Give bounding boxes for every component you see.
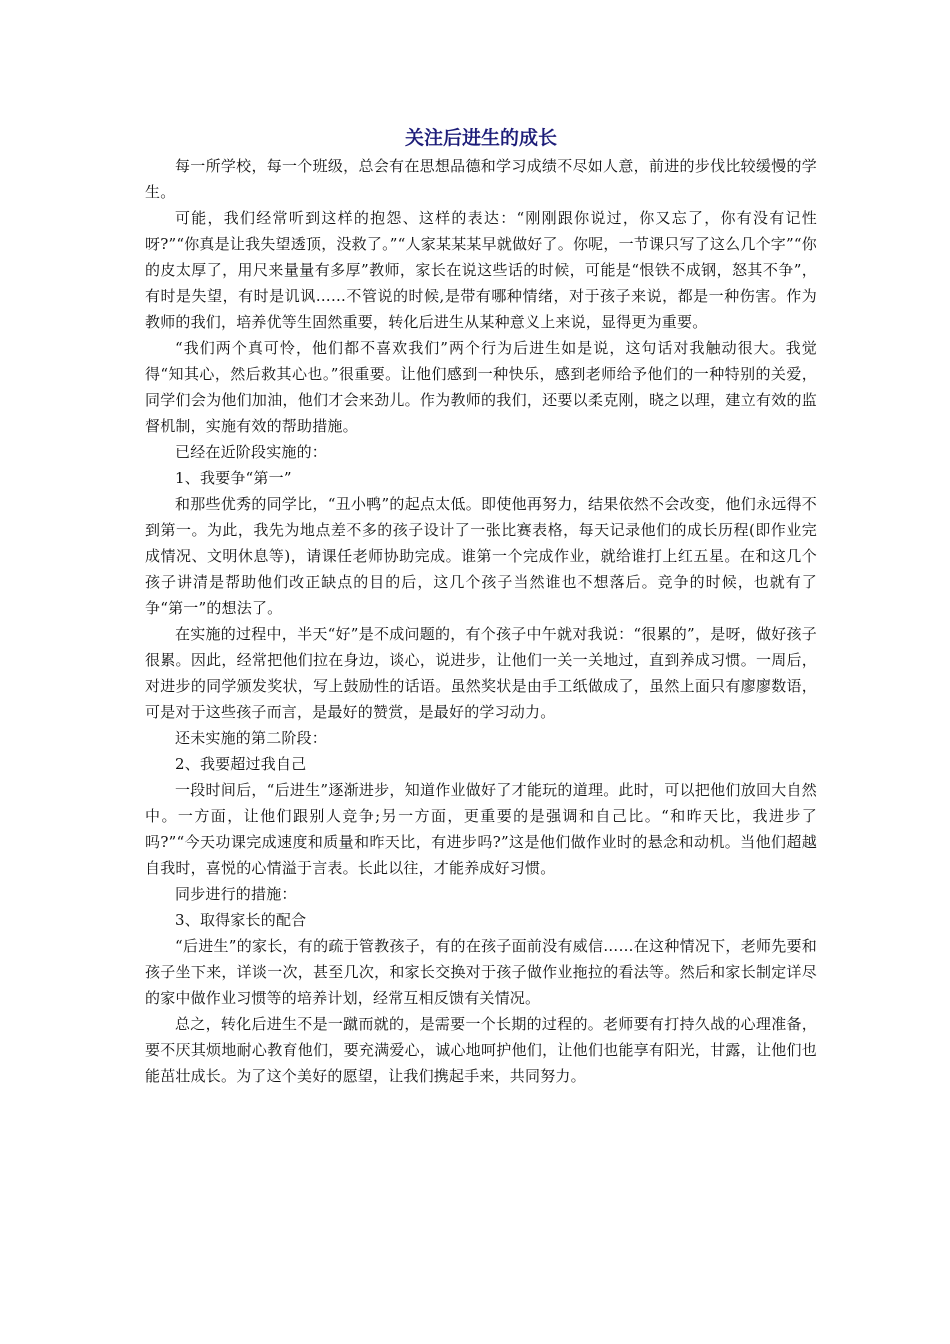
paragraph-measure-three-body: “后进生”的家长，有的疏于管教孩子，有的在孩子面前没有威信……在这种情况下，老师先要和孩子坐下来，详谈一次，甚至几次，和家长交换对于孩子做作业拖拉的看法等。然后和家长制定详尽的家中做作业习惯等的培养计划，经常互相反馈有关情况。 (145, 937, 817, 1007)
paragraph-measure-three-title: 3、取得家长的配合 (175, 911, 307, 929)
paragraph-intro: 每一所学校，每一个班级，总会有在思想品德和学习成绩不尽如人意，前进的步伐比较缓慢的学生。 (145, 157, 817, 201)
paragraph-reflection: “我们两个真可怜，他们都不喜欢我们”两个行为后进生如是说，这句话对我触动很大。我觉得“知其心，然后救其心也。”很重要。让他们感到一种快乐，感到老师给予他们的一种特别的关爱，同学们会为他们加油，他们才会来劲儿。作为教师的我们，还要以柔克刚，晓之以理，建立有效的监督机制，实施有效的帮助措施。 (145, 339, 817, 435)
paragraph-stage-two-heading: 还未实施的第二阶段： (175, 729, 328, 747)
document-title: 关注后进生的成长 (404, 127, 557, 149)
paragraph-stage-one-heading: 已经在近阶段实施的： (175, 443, 328, 461)
paragraph-measure-two-title: 2、我要超过我自己 (175, 755, 307, 773)
paragraph-measure-one-process: 在实施的过程中，半天“好”是不成问题的，有个孩子中午就对我说：“很累的”，是呀，做好孩子很累。因此，经常把他们拉在身边，谈心，说进步，让他们一关一关地过，直到养成习惯。一周后，对进步的同学颁发奖状，写上鼓励性的话语。虽然奖状是由手工纸做成了，虽然上面只有廖廖数语，可是对于这些孩子而言，是最好的赞赏，是最好的学习动力。 (145, 625, 817, 721)
paragraph-measure-one-body: 和那些优秀的同学比，“丑小鸭”的起点太低。即使他再努力，结果依然不会改变，他们永远得不到第一。为此，我先为地点差不多的孩子设计了一张比赛表格，每天记录他们的成长历程(即作业完成情况、文明休息等)，请课任老师协助完成。谁第一个完成作业，就给谁打上红五星。在和这几个孩子讲清是帮助他们改正缺点的目的后，这几个孩子当然谁也不想落后。竞争的时候，也就有了争“第一”的想法了。 (145, 495, 817, 617)
document-body (145, 123, 817, 1089)
paragraph-complaints: 可能，我们经常听到这样的抱怨、这样的表达：“刚刚跟你说过，你又忘了，你有没有记性呀?”“你真是让我失望透顶，没救了。”“人家某某某早就做好了。你呢，一节课只写了这么几个字”“你的皮太厚了，用尺来量量有多厚”教师，家长在说这些话的时候，可能是“恨铁不成钢，怒其不争”，有时是失望，有时是讥讽……不管说的时候,是带有哪种情绪，对于孩子来说，都是一种伤害。作为教师的我们，培养优等生固然重要，转化后进生从某种意义上来说，显得更为重要。 (145, 209, 817, 331)
paragraph-measure-one-title: 1、我要争“第一” (175, 469, 292, 487)
paragraph-conclusion: 总之，转化后进生不是一蹴而就的，是需要一个长期的过程的。老师要有打持久战的心理准备，要不厌其烦地耐心教育他们，要充满爱心，诚心地呵护他们，让他们也能享有阳光，甘露，让他们也能茁壮成长。为了这个美好的愿望，让我们携起手来，共同努力。 (145, 1015, 817, 1085)
paragraph-parallel-heading: 同步进行的措施： (175, 885, 297, 903)
paragraph-measure-two-body: 一段时间后，“后进生”逐渐进步，知道作业做好了才能玩的道理。此时，可以把他们放回大自然中。一方面，让他们跟别人竞争;另一方面，更重要的是强调和自己比。“和昨天比，我进步了吗?”“今天功课完成速度和质量和昨天比，有进步吗?”这是他们做作业时的悬念和动机。当他们超越自我时，喜悦的心情溢于言表。长此以往，才能养成好习惯。 (145, 781, 817, 877)
